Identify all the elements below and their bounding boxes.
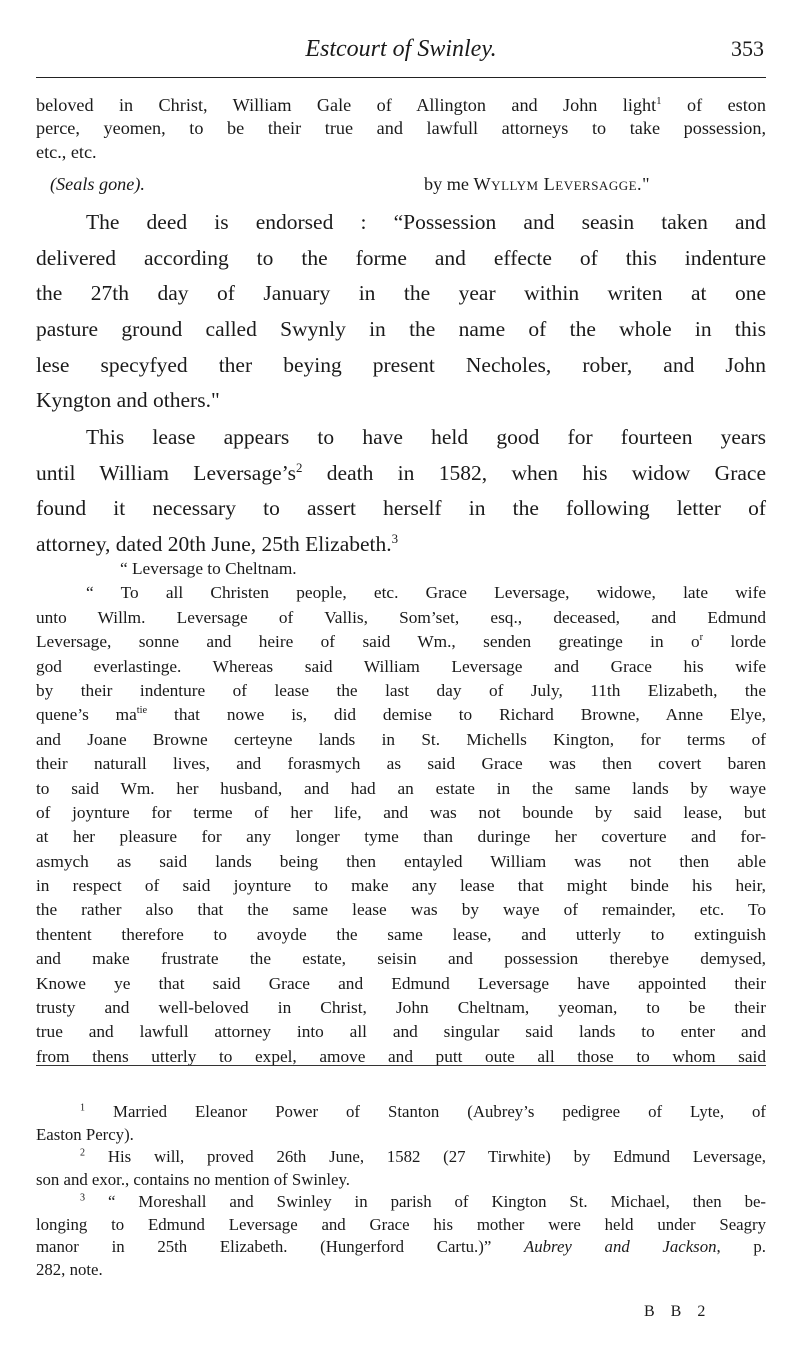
text-run: manor in 25th Elizabeth. (Hungerford Cartu.)” bbox=[36, 1237, 524, 1256]
text-line bbox=[36, 1236, 766, 1259]
footnote-mark: 1 bbox=[80, 1102, 86, 1114]
running-header bbox=[36, 36, 766, 66]
text-run: beloved in Christ, William Gale of Allington and John light bbox=[36, 95, 657, 115]
text-line: unto Willm. Leversage of Vallis, Som’set, esq., deceased, and Edmund bbox=[36, 607, 766, 627]
text-run: Leversage, sonne and heire of said Wm., senden greatinge in o bbox=[36, 632, 700, 652]
text-run: of eston bbox=[661, 95, 766, 115]
text-run: His will, proved 26th June, 1582 (27 Tirwhite) by Edmund Leversage, bbox=[85, 1147, 766, 1166]
text-run: by me bbox=[424, 174, 474, 194]
footnote-ref-1: 1 bbox=[656, 94, 662, 107]
superscript-tie: tie bbox=[136, 705, 148, 717]
text-line: thentent therefore to avoyde the same lease, and utterly to extinguish bbox=[36, 924, 766, 944]
seals-note: (Seals gone). bbox=[50, 174, 145, 194]
text-line: and Joane Browne certeyne lands in St. Michells Kington, for terms of bbox=[36, 729, 766, 749]
text-run: “ Moreshall and Swinley in parish of Kington St. Michael, then be- bbox=[85, 1192, 766, 1211]
page-number: 353 bbox=[731, 36, 764, 61]
text-line: This lease appears to have held good for fourteen years bbox=[86, 425, 766, 449]
text-line: of joynture for terme of her life, and was not bounde by said lease, but bbox=[36, 802, 766, 822]
opening-text bbox=[36, 94, 766, 164]
text-run: death in 1582, when his widow Grace bbox=[302, 460, 766, 485]
text-line: Kyngton and others." bbox=[36, 388, 220, 413]
lease-paragraph bbox=[36, 420, 766, 563]
text-run: that nowe is, did demise to Richard Browne, Anne Elye, bbox=[147, 705, 766, 725]
running-title: Estcourt of Swinley. bbox=[305, 36, 497, 62]
text-line: in respect of said joynture to make any lease that might binde his heir, bbox=[36, 876, 766, 896]
text-run: , p. bbox=[716, 1237, 766, 1256]
footnote-3 bbox=[36, 1191, 766, 1214]
text-line: to said Wm. her husband, and had an estate in the same lands by waye bbox=[36, 778, 766, 798]
footnote-ref-3: 3 bbox=[391, 531, 399, 546]
text-line: pasture ground called Swynly in the name of the whole in this bbox=[36, 317, 766, 342]
text-line: at her pleasure for any longer tyme than duringe her coverture and for- bbox=[36, 827, 766, 847]
footnote-1 bbox=[36, 1101, 766, 1124]
text-line: the rather also that the same lease was by waye of remainder, etc. To bbox=[36, 900, 766, 920]
text-line: and make frustrate the estate, seisin and possession therebye demysed, bbox=[36, 949, 766, 969]
signatory-name: Wyllym Leversagge." bbox=[473, 174, 651, 194]
footnote-mark: 2 bbox=[80, 1147, 86, 1159]
signature-mark: B B 2 bbox=[644, 1303, 712, 1320]
letter-of-attorney bbox=[36, 557, 766, 1069]
text-line: 282, note. bbox=[36, 1259, 103, 1279]
text-line: lese specyfyed ther beying present Necholes, rober, and John bbox=[36, 352, 766, 377]
text-line: trusty and well-beloved in Christ, John Cheltnam, yeoman, to be their bbox=[36, 998, 766, 1018]
text-line bbox=[36, 703, 766, 727]
text-line: Knowe ye that said Grace and Edmund Leversage have appointed their bbox=[36, 973, 766, 993]
text-line: The deed is endorsed : “Possession and seasin taken and bbox=[86, 210, 766, 234]
text-run: quene’s ma bbox=[36, 705, 137, 725]
text-line: “ To all Christen people, etc. Grace Leversage, widowe, late wife bbox=[86, 583, 766, 603]
letter-heading: “ Leversage to Cheltnam. bbox=[120, 559, 297, 578]
footnote-2 bbox=[36, 1146, 766, 1169]
footnote-mark: 3 bbox=[80, 1192, 86, 1204]
text-line: etc., etc. bbox=[36, 141, 97, 162]
text-run: Married Eleanor Power of Stanton (Aubrey’s pedigree of Lyte, of bbox=[85, 1102, 766, 1121]
text-line: asmych as said lands being then entayled William was not then able bbox=[36, 851, 766, 871]
text-line: god everlastinge. Whereas said William Leversage and Grace his wife bbox=[36, 656, 766, 676]
footnotes bbox=[36, 1101, 766, 1281]
text-run: until William Leversage’s bbox=[36, 460, 296, 485]
endorsement-paragraph bbox=[36, 205, 766, 419]
text-line: from thens utterly to expel, amove and putt oute all those to whom said bbox=[36, 1046, 766, 1066]
text-line: the 27th day of January in the year within writen at one bbox=[36, 281, 766, 306]
text-run: attorney, dated 20th June, 25th Elizabeth. bbox=[36, 532, 392, 557]
text-line: found it necessary to assert herself in the following letter of bbox=[36, 496, 766, 521]
text-line: true and lawfull attorney into all and singular said lands to enter and bbox=[36, 1022, 766, 1042]
text-line bbox=[36, 456, 766, 492]
text-line: delivered according to the forme and effecte of this indenture bbox=[36, 245, 766, 270]
footnote-ref-2: 2 bbox=[295, 460, 303, 475]
superscript-r: r bbox=[699, 632, 704, 644]
header-rule bbox=[36, 77, 766, 78]
text-run: lorde bbox=[703, 632, 767, 652]
text-line: by their indenture of lease the last day of July, 11th Elizabeth, the bbox=[36, 680, 766, 700]
text-line: their naturall lives, and forasmych as said Grace was then covert baren bbox=[36, 754, 766, 774]
text-line: perce, yeomen, to be their true and lawfull attorneys to take possession, bbox=[36, 118, 766, 139]
signature-line bbox=[424, 174, 650, 195]
footnote-rule bbox=[36, 1065, 766, 1066]
text-line bbox=[36, 94, 766, 117]
text-line: son and exor., contains no mention of Swinley. bbox=[36, 1169, 350, 1189]
text-line: longing to Edmund Leversage and Grace his mother were held under Seagry bbox=[36, 1214, 766, 1234]
text-line: Easton Percy). bbox=[36, 1124, 134, 1144]
citation: Aubrey and Jackson bbox=[524, 1237, 717, 1256]
text-line bbox=[36, 630, 766, 654]
